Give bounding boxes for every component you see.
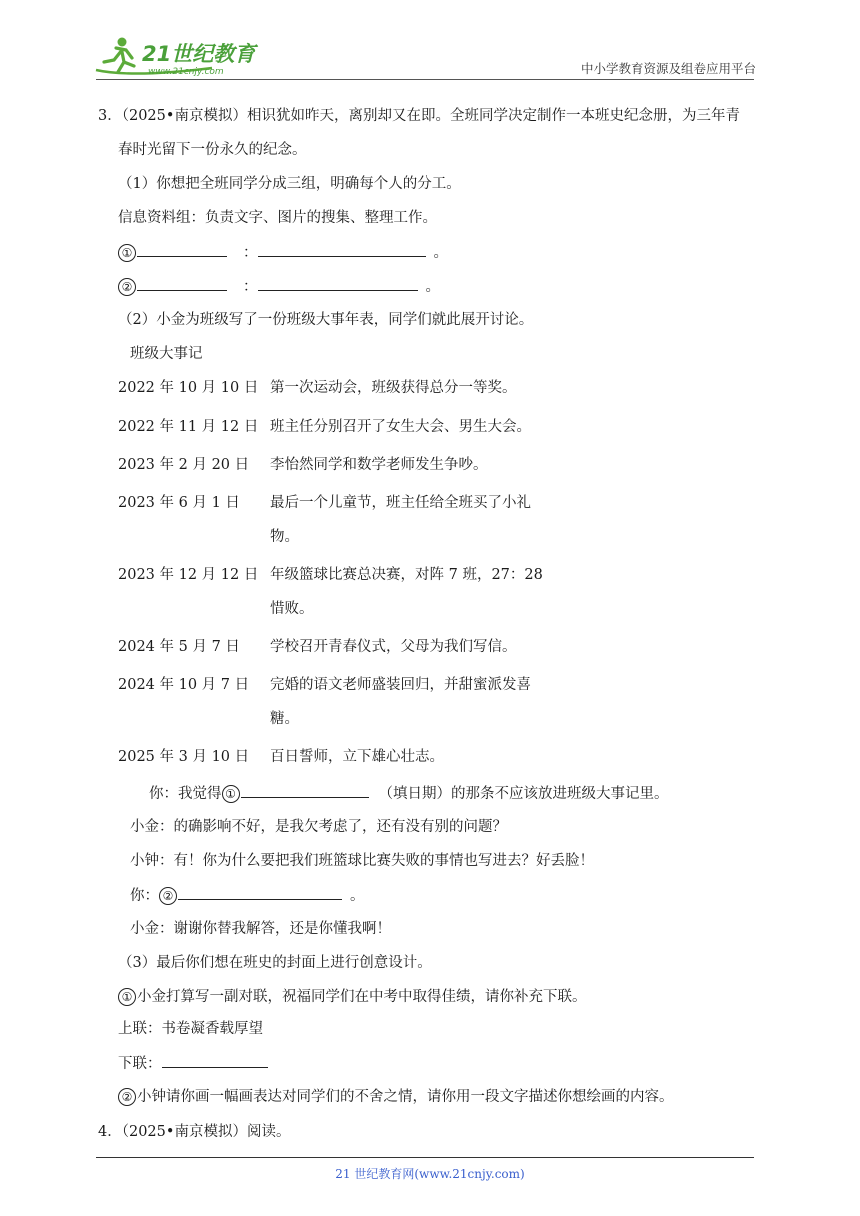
group2-duty-blank[interactable] <box>258 277 418 291</box>
footer-divider <box>96 1157 754 1158</box>
header-platform-name: 中小学教育资源及组卷应用平台 <box>580 61 756 76</box>
event-text: 第一次运动会，班级获得总分一等奖。 <box>270 380 517 396</box>
q3-part2: （2）小金为班级写了一份班级大事年表，同学们就此展开讨论。 <box>118 312 534 328</box>
event-date: 2023 年 12 月 12 日 <box>118 567 259 583</box>
q3-source: （2025•南京模拟） <box>121 108 247 124</box>
group2-name-blank[interactable] <box>137 277 227 291</box>
q3-part1: （1）你想把全班同学分成三组，明确每个人的分工。 <box>118 176 461 192</box>
event-date: 2022 年 11 月 12 日 <box>118 419 259 435</box>
q3-part1-info-group: 信息资料组：负责文字、图片的搜集、整理工作。 <box>118 210 437 226</box>
couplet-lower-blank[interactable] <box>162 1054 268 1068</box>
site-logo <box>92 34 262 78</box>
group1-duty-blank[interactable] <box>258 243 426 257</box>
group1-name-blank[interactable] <box>137 243 227 257</box>
event-text-cont: 惜败。 <box>270 601 314 617</box>
q3-part3-item1: ① 小金打算写一副对联，祝福同学们在中考中取得佳绩，请你补充下联。 <box>118 988 587 1006</box>
q4-text: 阅读。 <box>246 1124 291 1140</box>
q3-intro-text: 相识犹如昨天，离别却又在即。全班同学决定制作一本班史纪念册，为三年青 <box>246 108 740 124</box>
dialogue-xiaojin-2: 小金：谢谢你替我解答，还是你懂我啊！ <box>130 921 391 937</box>
event-date: 2023 年 2 月 20 日 <box>118 457 250 473</box>
event-text: 李怡然同学和数学老师发生争吵。 <box>270 457 488 473</box>
event-text: 最后一个儿童节，班主任给全班买了小礼 <box>270 495 531 511</box>
q3-intro-line1 <box>98 107 740 125</box>
circle-number-1: ① <box>222 785 240 803</box>
dialogue-you-2: 你： ② 。 <box>130 888 365 904</box>
date-answer-blank[interactable] <box>241 784 369 798</box>
events-table-title: 班级大事记 <box>130 346 203 362</box>
event-text-cont: 糖。 <box>270 711 299 727</box>
dialogue-you-1: 你：我觉得 ① （填日期）的那条不应该放进班级大事记里。 <box>149 786 669 802</box>
event-text: 学校召开青春仪式，父母为我们写信。 <box>270 639 517 655</box>
couplet-lower-line: 下联： <box>118 1054 268 1073</box>
circle-number-2: ② <box>118 1088 136 1106</box>
q3-group1-line: ① ： 。 <box>118 243 448 262</box>
q4-source: （2025•南京模拟） <box>121 1124 247 1140</box>
circle-number-2: ② <box>118 278 136 296</box>
logo-text: 21世纪教育 <box>142 42 256 66</box>
dialogue-xiaozhong: 小钟：有！你为什么要把我们班篮球比赛失败的事情也写进去？好丢脸！ <box>130 853 594 869</box>
event-text-cont: 物。 <box>270 529 299 545</box>
event-text: 年级篮球比赛总决赛，对阵 7 班，27：28 <box>270 567 543 583</box>
event-date: 2023 年 6 月 1 日 <box>118 495 240 511</box>
q3-group2-line: ② ： 。 <box>118 277 440 296</box>
q3-number: 3． <box>98 108 122 124</box>
circle-number-1: ① <box>118 988 136 1006</box>
header-divider <box>96 79 754 80</box>
logo-url-text: www.21cnjy.com <box>148 67 224 77</box>
event-date: 2024 年 5 月 7 日 <box>118 639 240 655</box>
couplet-upper: 上联：书卷凝香载厚望 <box>118 1021 263 1037</box>
circle-number-2: ② <box>159 887 177 905</box>
event-text: 完婚的语文老师盛装回归，并甜蜜派发喜 <box>270 677 531 693</box>
dialogue-xiaojin-1: 小金：的确影响不好，是我欠考虑了，还有没有别的问题？ <box>130 819 507 835</box>
q3-intro-line2: 春时光留下一份永久的纪念。 <box>118 142 307 158</box>
q4-number: 4． <box>98 1124 122 1140</box>
q3-part3-item2: ② 小钟请你画一幅画表达对同学们的不舍之情，请你用一段文字描述你想绘画的内容。 <box>118 1088 674 1106</box>
footer-text[interactable]: 21 世纪教育网(www.21cnjy.com) <box>335 1167 525 1181</box>
event-text: 百日誓师，立下雄心壮志。 <box>270 749 444 765</box>
event-date: 2022 年 10 月 10 日 <box>118 380 259 396</box>
q4-line <box>98 1123 290 1141</box>
event-date: 2025 年 3 月 10 日 <box>118 749 250 765</box>
reply-answer-blank[interactable] <box>178 886 342 900</box>
circle-number-1: ① <box>118 244 136 262</box>
event-date: 2024 年 10 月 7 日 <box>118 677 250 693</box>
q3-part3: （3）最后你们想在班史的封面上进行创意设计。 <box>118 955 432 971</box>
event-text: 班主任分别召开了女生大会、男生大会。 <box>270 419 531 435</box>
